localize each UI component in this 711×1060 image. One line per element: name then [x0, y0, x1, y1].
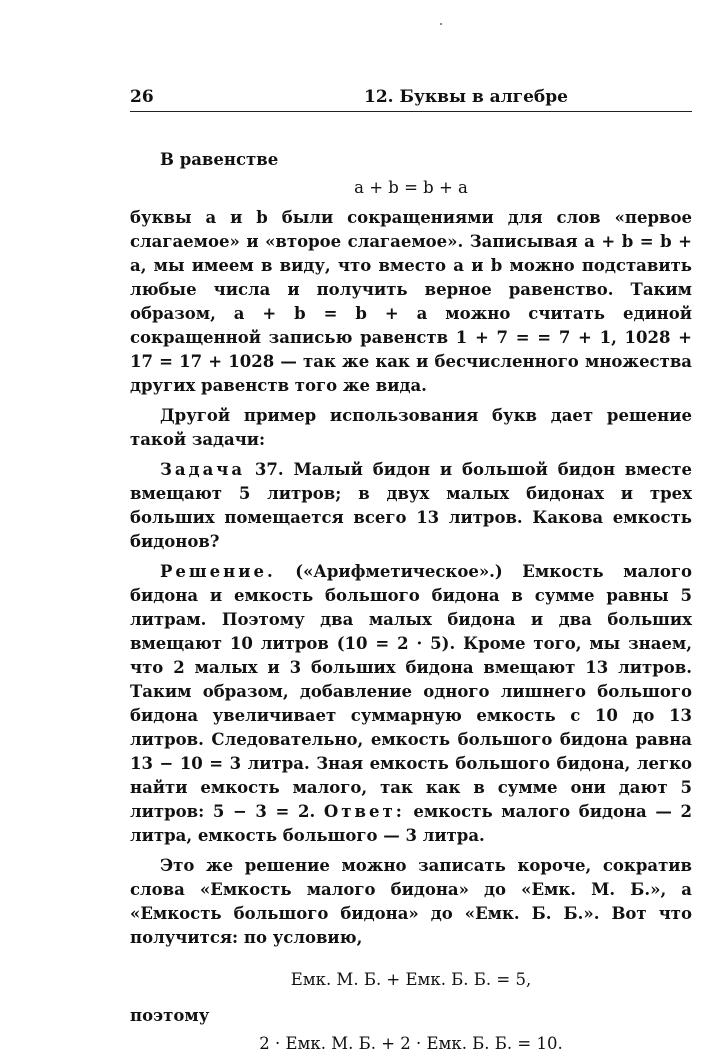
page-body [130, 148, 692, 1060]
chapter-title: 12. Буквы в алгебре [364, 87, 568, 107]
answer-label: Ответ: [323, 802, 405, 821]
paragraph-explanation: буквы a и b были сокращениями для слов «первое слагаемое» и «второе слагаемое». Записывая a + b = b + a, мы имеем в виду, что вместо a и b можно подставить любые числа и получить верное равенство. Таким образом, a + b = b + a можно считать единой сокращенной записью равенств 1 + 7 = = 7 + 1, 1028 + 17 = 17 + 1028 — так же как и бесчисленного множества других равенств того же вида. [130, 208, 692, 395]
equation-sum-5: Емк. М. Б. + Емк. Б. Б. = 5, [290, 970, 532, 989]
page-number: 26 [130, 87, 154, 107]
task-37 [130, 458, 692, 554]
paragraph-another-example: Другой пример использования букв дает решение такой задачи: [130, 406, 692, 449]
header-rule [130, 111, 692, 112]
paragraph-short-notation: Это же решение можно записать короче, сократив слова «Емкость малого бидона» до «Емк. М. Б.», а «Емкость большого бидона» до «Емк. Б. Б.». Вот что получится: по условию, [130, 856, 692, 947]
solution-label: Решение. [160, 562, 276, 581]
task-text: 37. Малый бидон и большой бидон вместе вмещают 5 литров; в двух малых бидонах и трех больших помещается всего 13 литров. Какова емкость бидонов? [130, 460, 692, 551]
scan-speck [440, 23, 442, 25]
task-label: Задача [160, 460, 246, 479]
equation-sum-10: 2 · Емк. М. Б. + 2 · Емк. Б. Б. = 10. [259, 1034, 563, 1053]
solution [130, 560, 692, 848]
answer-text: емкость малого бидона — 2 литра, емкость большого — 3 литра. [130, 802, 693, 845]
paragraph-therefore: поэтому [130, 1006, 210, 1025]
solution-text: («Арифметическое».) Емкость малого бидона и емкость большого бидона в сумме равны 5 литрам. Поэтому два малых бидона и два больших вмещают 10 литров (10 = 2 · 5). Кроме того, мы знаем, что 2 малых и 3 больших бидона вмещают 13 литров. Таким образом, добавление одного лишнего большого бидона увеличивает суммарную емкость с 10 до 13 литров. Следовательно, емкость большого бидона равна 13 − 10 = 3 литра. Зная емкость большого бидона, легко найти емкость малого, так как в сумме они дают 5 литров: 5 − 3 = 2. [130, 562, 692, 821]
paragraph-intro: В равенстве [160, 150, 279, 169]
equation-commutative: a + b = b + a [354, 178, 468, 197]
